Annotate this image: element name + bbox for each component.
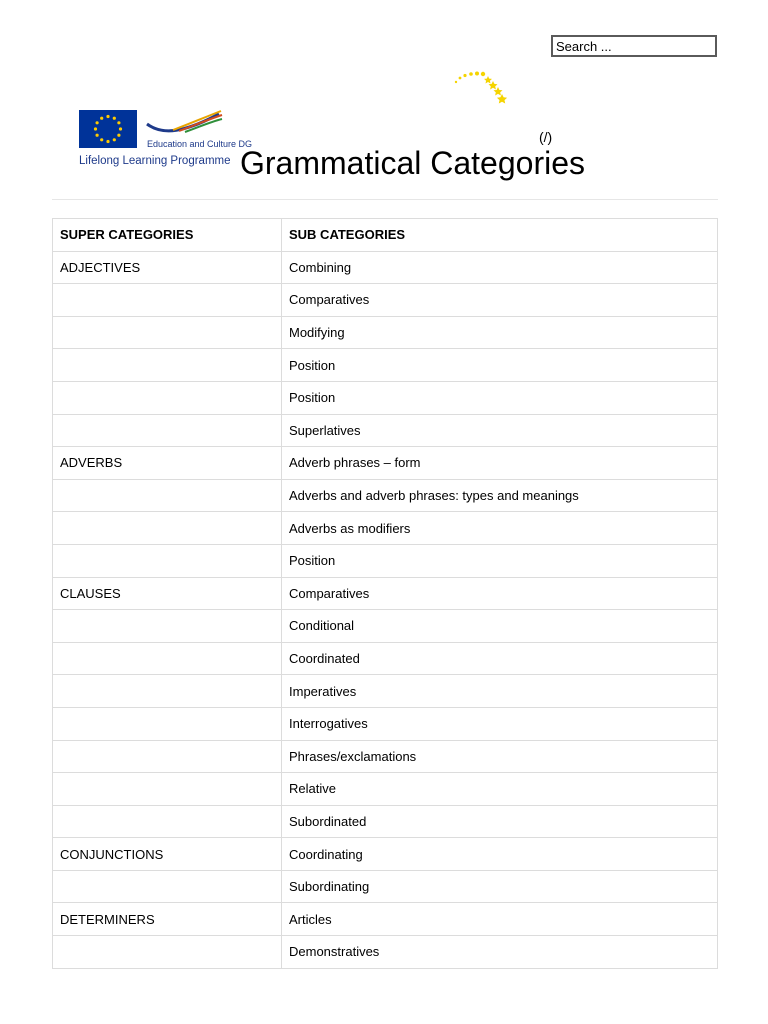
table-row (53, 936, 718, 969)
sub-category-cell: Imperatives (282, 675, 718, 708)
table-row (53, 512, 718, 545)
super-category-cell: CLAUSES (53, 577, 282, 610)
sub-category-cell: Comparatives (282, 577, 718, 610)
super-category-cell (53, 316, 282, 349)
table-row (53, 838, 718, 871)
sub-category-cell: Position (282, 544, 718, 577)
sub-category-cell: Comparatives (282, 284, 718, 317)
sub-category-cell: Conditional (282, 610, 718, 643)
super-category-cell (53, 642, 282, 675)
table-row (53, 903, 718, 936)
table-row (53, 447, 718, 480)
super-category-cell (53, 479, 282, 512)
sub-category-cell: Adverb phrases – form (282, 447, 718, 480)
super-category-cell (53, 773, 282, 806)
table-row (53, 381, 718, 414)
table-body (53, 251, 718, 968)
super-category-cell (53, 707, 282, 740)
sub-category-cell: Subordinated (282, 805, 718, 838)
super-category-cell: ADVERBS (53, 447, 282, 480)
super-category-cell (53, 284, 282, 317)
table-row (53, 870, 718, 903)
super-category-cell (53, 805, 282, 838)
super-category-cell (53, 870, 282, 903)
sub-category-cell: Coordinated (282, 642, 718, 675)
super-category-cell (53, 381, 282, 414)
table-row (53, 316, 718, 349)
super-category-cell (53, 544, 282, 577)
sub-category-cell: Adverbs and adverb phrases: types and meanings (282, 479, 718, 512)
super-category-cell (53, 936, 282, 969)
table-row (53, 805, 718, 838)
program-name-label: Lifelong Learning Programme (79, 155, 231, 167)
table-row (53, 544, 718, 577)
table-row (53, 675, 718, 708)
super-category-cell (53, 512, 282, 545)
super-category-cell (53, 414, 282, 447)
table-row (53, 251, 718, 284)
table-row (53, 642, 718, 675)
sub-category-cell: Modifying (282, 316, 718, 349)
sub-category-cell: Subordinating (282, 870, 718, 903)
sub-category-cell: Superlatives (282, 414, 718, 447)
table-header-row (53, 219, 718, 252)
sub-category-cell: Interrogatives (282, 707, 718, 740)
search-input[interactable] (551, 35, 717, 57)
sub-category-cell: Position (282, 381, 718, 414)
super-category-cell (53, 349, 282, 382)
categories-table (52, 218, 718, 969)
page-title: Grammatical Categories (240, 145, 585, 181)
super-category-cell: DETERMINERS (53, 903, 282, 936)
sub-category-cell: Combining (282, 251, 718, 284)
table-row (53, 707, 718, 740)
lifelong-learning-logo[interactable] (79, 110, 253, 172)
column-header-super: SUPER CATEGORIES (53, 219, 282, 252)
table-row (53, 610, 718, 643)
table-row (53, 577, 718, 610)
table-row (53, 414, 718, 447)
column-header-sub: SUB CATEGORIES (282, 219, 718, 252)
table-row (53, 479, 718, 512)
table-row (53, 284, 718, 317)
table-row (53, 349, 718, 382)
sub-category-cell: Adverbs as modifiers (282, 512, 718, 545)
sub-category-cell: Demonstratives (282, 936, 718, 969)
sub-category-cell: Coordinating (282, 838, 718, 871)
dg-name-label: Education and Culture DG (147, 139, 253, 149)
sub-category-cell: Position (282, 349, 718, 382)
super-category-cell: CONJUNCTIONS (53, 838, 282, 871)
sub-category-cell: Articles (282, 903, 718, 936)
home-link[interactable]: (/) (539, 129, 553, 145)
sub-category-cell: Phrases/exclamations (282, 740, 718, 773)
super-category-cell: ADJECTIVES (53, 251, 282, 284)
table-row (53, 740, 718, 773)
table-row (53, 773, 718, 806)
swoosh-icon (145, 110, 223, 138)
super-category-cell (53, 740, 282, 773)
super-category-cell (53, 675, 282, 708)
eu-flag-icon (79, 110, 137, 148)
super-category-cell (53, 610, 282, 643)
sub-category-cell: Relative (282, 773, 718, 806)
star-arc-icon (450, 66, 514, 106)
header-divider (52, 199, 718, 200)
